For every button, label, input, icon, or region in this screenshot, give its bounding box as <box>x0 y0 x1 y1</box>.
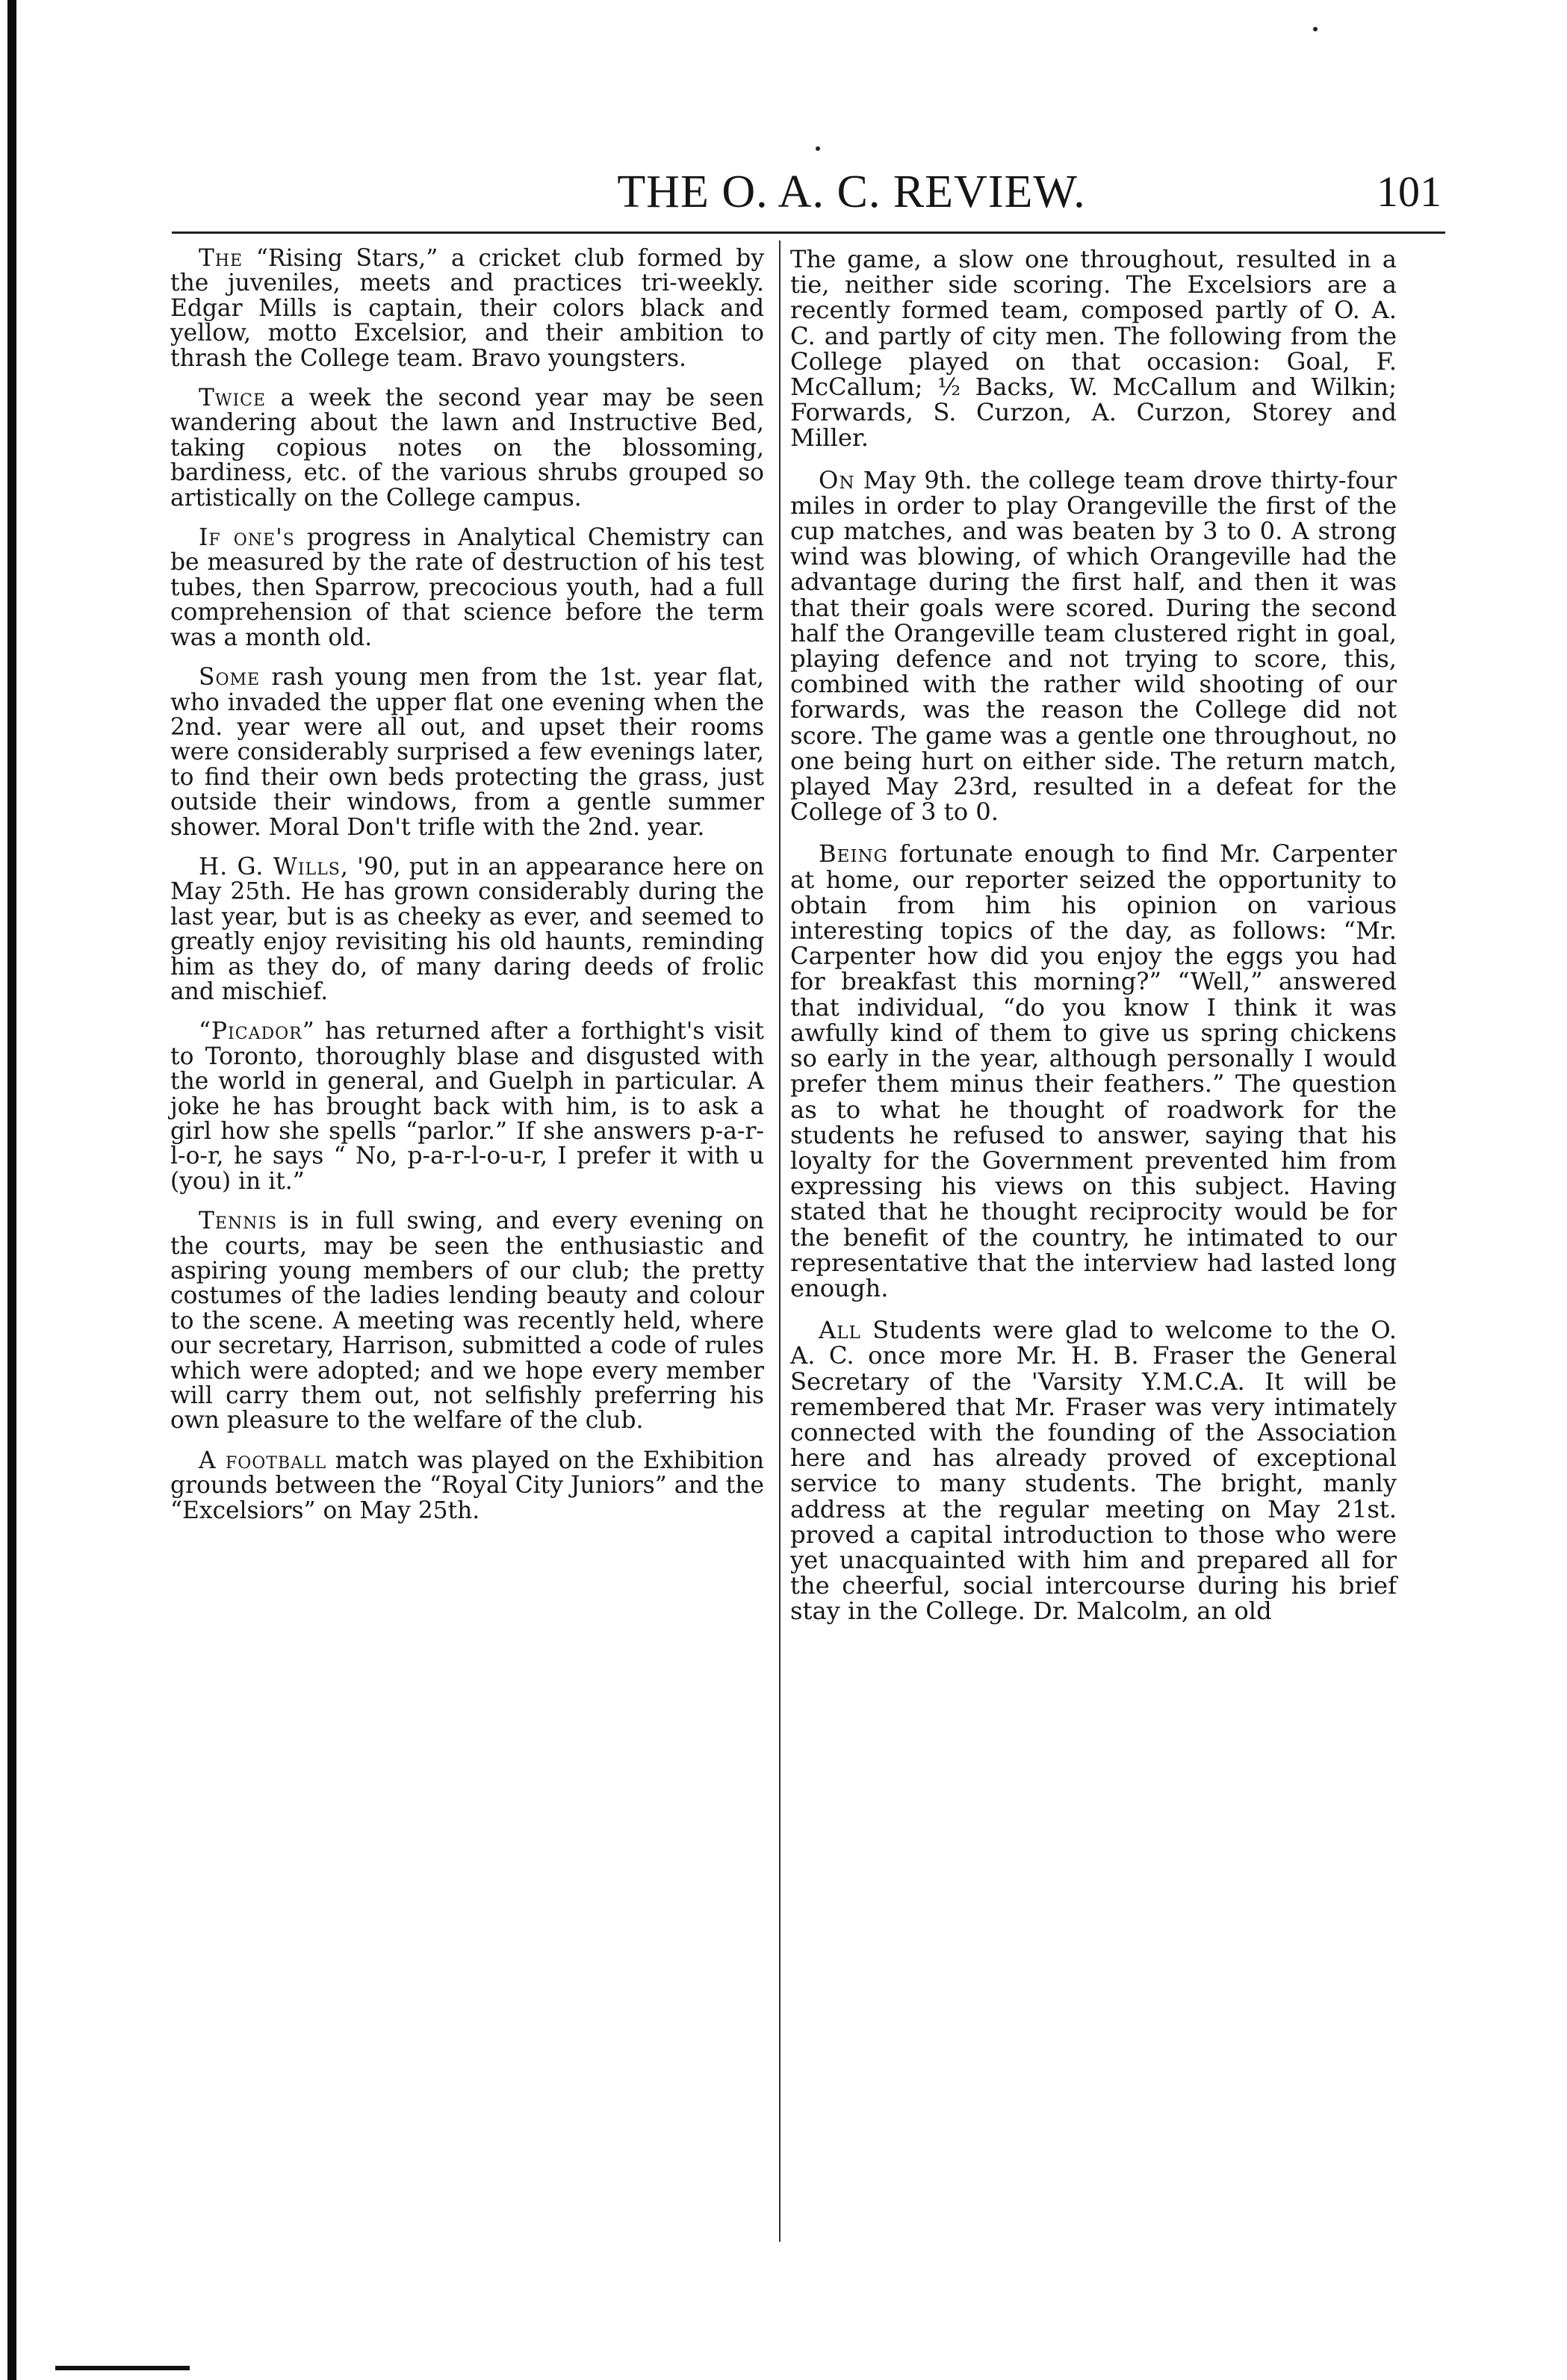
page-header <box>172 158 1442 226</box>
paragraph-text: match was played on the Exhibition grounds between the “Royal City Juniors” and the “Excelsiors” on May 25th. <box>170 1447 764 1524</box>
paragraph-lead: On <box>819 465 855 494</box>
paragraph-lead: If one's <box>199 524 295 552</box>
paragraph-football <box>170 1449 764 1523</box>
page-number: 101 <box>1377 167 1442 216</box>
paragraph-lead: All <box>819 1316 861 1345</box>
paragraph-carpenter <box>790 841 1397 1301</box>
paragraph-second-year <box>170 386 764 511</box>
paragraph-rising-stars <box>170 246 764 371</box>
left-column <box>170 246 764 1538</box>
paragraph-text: is in full swing, and every evening on the courts, may be seen the enthusiastic and aspiring young members of our club; the pretty costumes of the ladies lending beauty and colour to the scene. A meeting was recently held, where our secretary, Harrison, submitted a code of rules which were adopted; and we hope every member will carry them out, not selfishly preferring his own pleasure to the welfare of the club. <box>170 1208 764 1435</box>
paragraph-text: has returned after a forthight's visit to Toronto, thoroughly blase and disgusted with the world in general, and Guelph in particular. A joke he has brought back with him, is to ask a girl how she spells “parlor.” If she answers p-a-r-l-o-r, he says “ No, p-a-r-l-o-u-r, I prefer it with u (you) in it.” <box>170 1018 764 1195</box>
paragraph-lead: Twice <box>199 385 267 412</box>
paragraph-lead: Tennis <box>199 1208 278 1235</box>
paragraph-text: “Rising Stars,” a cricket club formed by the juveniles, meets and practices tri-weekly. Edgar Mills is captain, their colors black and yellow, motto Excelsior, and their ambition to thrash the College team. Bravo youngsters. <box>170 245 764 372</box>
paragraph-text: May 9th. the college team drove thirty-four miles in order to play Orangeville the first of the cup matches, and was beaten by 3 to 0. A strong wind was blowing, of which Orangeville had the advantage during the first half, and then it was that their goals were scored. During the second half the Orangeville team clustered right in goal, playing defence and not trying to score, this, combined with the rather wild shooting of our forwards, was the reason the College did not score. The game was a gentle one throughout, no one being hurt on either side. The return match, played May 23rd, resulted in a defeat for the College of 3 to 0. <box>790 465 1397 827</box>
paragraph-text: a week the second year may be seen wandering about the lawn and Instructive Bed, taking copious notes on the blossoming, bardiness, etc. of the various shrubs grouped so artistically on the College campus. <box>170 385 764 512</box>
paragraph-first-year <box>170 665 764 840</box>
header-rule <box>172 232 1445 234</box>
ink-speck <box>1313 27 1318 31</box>
ink-speck <box>816 146 820 151</box>
paragraph-wills <box>170 855 764 1004</box>
paragraph-text: Students were glad to welcome to the O. A. C. once more Mr. H. B. Fraser the General Secretary of the 'Varsity Y.M.C.A. It will be remembered that Mr. Fraser was very intimately connected with the founding of the Association here and has already proved of exceptional service to many students. The bright, manly address at the regular meeting on May 21st. proved a capital introduction to those who were yet unacquainted with him and prepared all for the cheerful, social intercourse during his brief stay in the College. Dr. Malcolm, an old <box>790 1316 1397 1626</box>
paragraph-text: progress in Analytical Chemistry can be measured by the rate of destruction of his test tubes, then Sparrow, precocious youth, had a full comprehension of that science before the term was a month old. <box>170 524 764 651</box>
column-divider <box>779 240 781 2242</box>
paragraph-lead: Some <box>199 664 261 692</box>
paragraph-lead: “Picador” <box>199 1018 315 1045</box>
paragraph-text: The game, a slow one throughout, resulted in a tie, neither side scoring. The Excelsiors are a recently formed team, composed partly of O. A. C. and partly of city men. The following from the College played on that occasion: Goal, F. McCallum; ½ Backs, W. McCallum and Wilkin; Forwards, S. Curzon, A. Curzon, Storey and Miller. <box>790 245 1397 453</box>
page-edge-rule <box>7 0 16 2380</box>
running-title: THE O. A. C. REVIEW. <box>617 167 1086 217</box>
paragraph-text: fortunate enough to find Mr. Carpenter at home, our reporter seized the opportunity to obtain from him his opinion on various interesting topics of the day, as follows: “Mr. Carpenter how did you enjoy the eggs you had for breakfast this morning?” “Well,” answered that individual, “do you know I think it was awfully kind of them to give us spring chickens so early in the year, although personally I would prefer them minus their feathers.” The question as to what he thought of roadwork for the students he refused to answer, saying that his loyalty for the Government prevented him from expressing his views on this subject. Having stated that he thought reciprocity would be for the benefit of the country, he intimated to our representative that the interview had lasted long enough. <box>790 839 1397 1302</box>
paragraph-tennis <box>170 1209 764 1434</box>
paragraph-chemistry <box>170 526 764 650</box>
right-column <box>790 246 1397 1641</box>
paragraph-text: '90, put in an appearance here on May 25th. He has grown considerably during the last year, but is as cheeky as ever, and seemed to greatly enjoy revisiting his old haunts, reminding him as they do, of many daring deeds of frolic and mischief. <box>170 853 764 1005</box>
paragraph-fraser <box>790 1317 1397 1624</box>
paragraph-lead: H. G. Wills, <box>199 853 349 880</box>
paragraph-lead: Being <box>819 839 889 869</box>
paragraph-text: rash young men from the 1st. year flat, who invaded the upper flat one evening when the 2nd. year were all out, and upset their rooms were considerably surprised a few evenings later, to find their own beds protecting the grass, just outside their windows, from a gentle summer shower. Moral Don't trifle with the 2nd. year. <box>170 664 764 841</box>
paragraph-picador <box>170 1019 764 1194</box>
paragraph-orangeville <box>790 467 1397 825</box>
bottom-edge-mark <box>55 2366 190 2370</box>
paragraph-lead: A football <box>199 1447 327 1474</box>
paragraph-lead: The <box>199 245 243 272</box>
paragraph-football-continued <box>790 246 1397 451</box>
